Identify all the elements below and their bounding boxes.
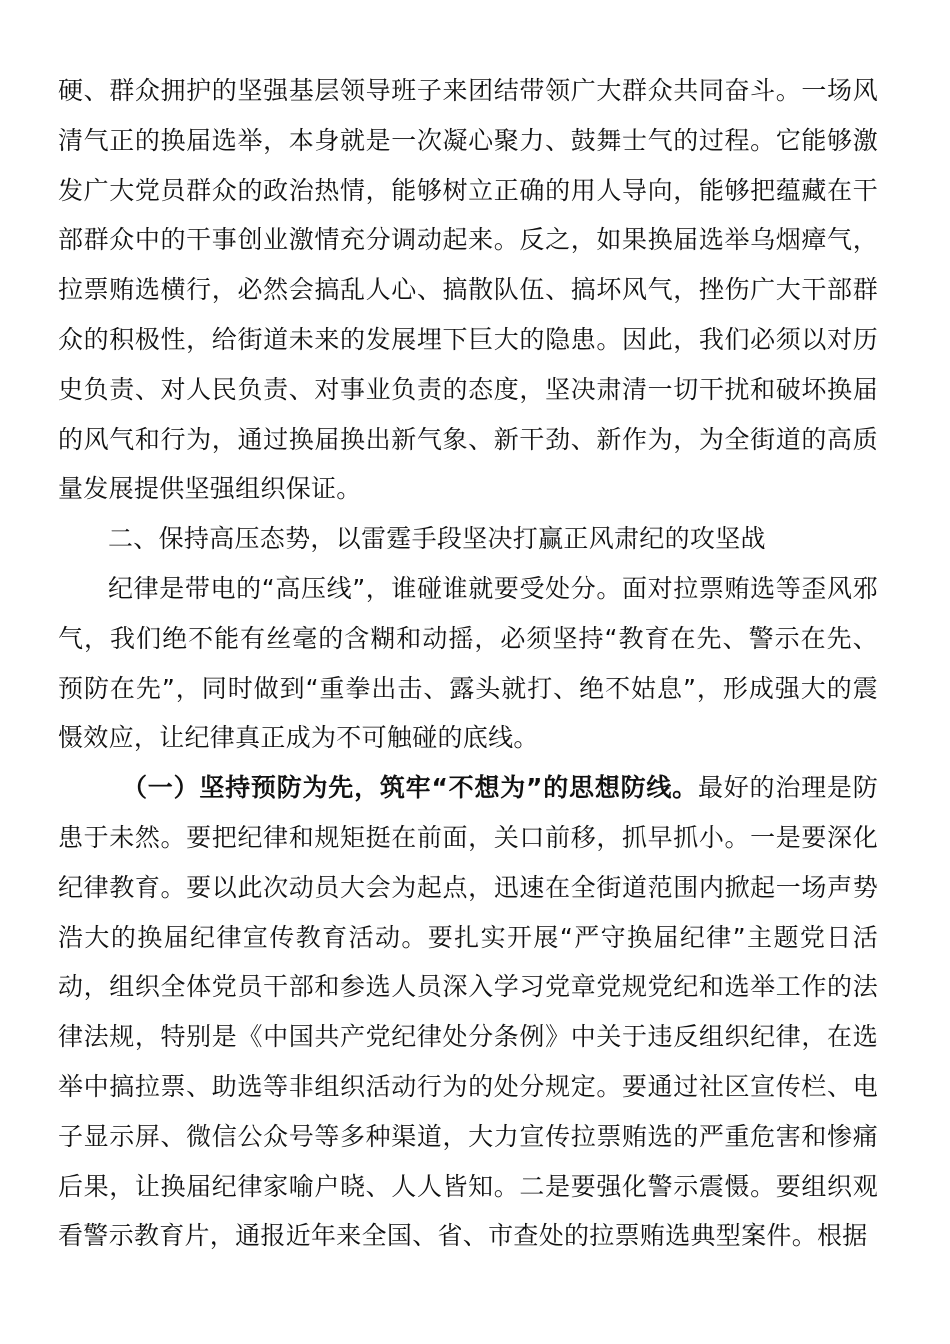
- body-paragraph-3: [58, 763, 878, 1261]
- subsection-heading-1: （一）坚持预防为先，筑牢“不想为”的思想防线。: [122, 773, 698, 803]
- body-paragraph-2: 纪律是带电的“高压线”，谁碰谁就要受处分。面对拉票贿选等歪风邪气，我们绝不能有丝毫的含糊和动摇，必须坚持“教育在先、警示在先、预防在先”，同时做到“重拳出击、露头就打、绝不姑息”，形成强大的震慑效应，让纪律真正成为不可触碰的底线。: [58, 573, 878, 753]
- body-paragraph-1: 硬、群众拥护的坚强基层领导班子来团结带领广大群众共同奋斗。一场风清气正的换届选举，本身就是一次凝心聚力、鼓舞士气的过程。它能够激发广大党员群众的政治热情，能够树立正确的用人导向，能够把蕴藏在干部群众中的干事创业激情充分调动起来。反之，如果换届选举乌烟瘴气，拉票贿选横行，必然会搞乱人心、搞散队伍、搞坏风气，挫伤广大干部群众的积极性，给街道未来的发展埋下巨大的隐患。因此，我们必须以对历史负责、对人民负责、对事业负责的态度，坚决肃清一切干扰和破坏换届的风气和行为，通过换届换出新气象、新干劲、新作为，为全街道的高质量发展提供坚强组织保证。: [58, 76, 878, 504]
- document-page: [58, 66, 878, 1261]
- section-heading-2: 二、保持高压态势，以雷霆手段坚决打赢正风肃纪的攻坚战: [108, 524, 766, 554]
- body-paragraph-3-text: 最好的治理是防患于未然。要把纪律和规矩挺在前面，关口前移，抓早抓小。一是要深化纪律教育。要以此次动员大会为起点，迅速在全街道范围内掀起一场声势浩大的换届纪律宣传教育活动。要扎实开展“严守换届纪律”主题党日活动，组织全体党员干部和参选人员深入学习党章党规党纪和选举工作的法律法规，特别是《中国共产党纪律处分条例》中关于违反组织纪律，在选举中搞拉票、助选等非组织活动行为的处分规定。要通过社区宣传栏、电子显示屏、微信公众号等多种渠道，大力宣传拉票贿选的严重危害和惨痛后果，让换届纪律家喻户晓、人人皆知。二是要强化警示震慑。要组织观看警示教育片，通报近年来全国、省、市查处的拉票贿选典型案件。根据: [58, 773, 878, 1251]
